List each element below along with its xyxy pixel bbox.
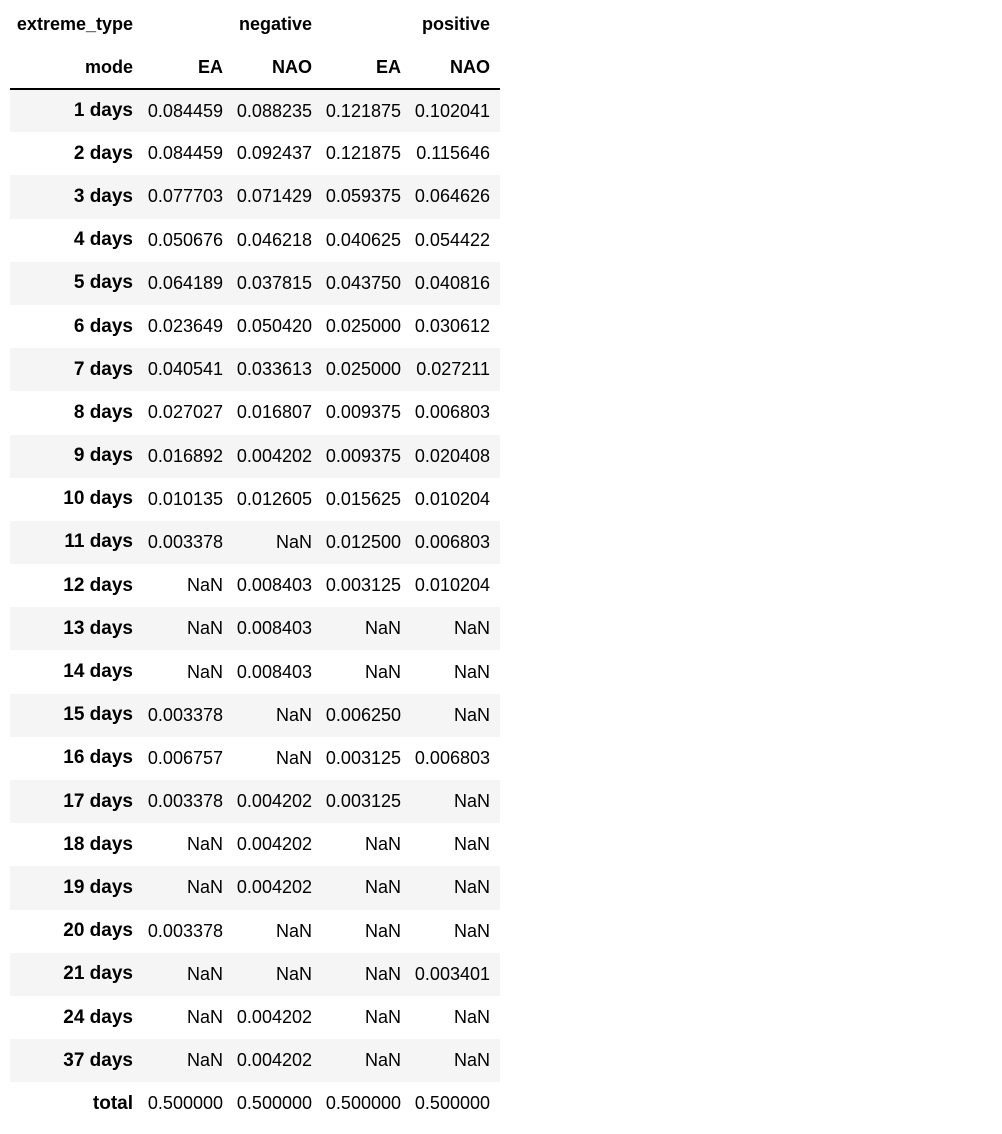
group-header-negative: negative bbox=[238, 14, 312, 34]
table-row bbox=[10, 910, 500, 953]
table-row bbox=[10, 1082, 500, 1125]
table-row bbox=[10, 89, 500, 132]
subcolumn-header: NAO bbox=[233, 46, 322, 89]
table-cell: 0.003401 bbox=[414, 963, 490, 984]
row-index-label: 8 days bbox=[73, 401, 133, 423]
column-level-label: extreme_type bbox=[16, 14, 133, 34]
table-cell: 0.008403 bbox=[236, 575, 312, 596]
table-cell: 0.008403 bbox=[236, 618, 312, 639]
table-cell: NaN bbox=[453, 877, 490, 898]
table-cell: 0.004202 bbox=[236, 445, 312, 466]
table-cell: 0.054422 bbox=[414, 229, 490, 250]
table-cell: NaN bbox=[453, 834, 490, 855]
table-cell: 0.006803 bbox=[414, 402, 490, 423]
table-cell: 0.003125 bbox=[325, 791, 401, 812]
row-index-label: 6 days bbox=[73, 315, 133, 337]
table-row bbox=[10, 694, 500, 737]
table-cell: 0.121875 bbox=[325, 143, 401, 164]
table-cell: NaN bbox=[275, 963, 312, 984]
table-cell: 0.027027 bbox=[147, 402, 223, 423]
table-row bbox=[10, 866, 500, 909]
row-index-label: 16 days bbox=[63, 747, 133, 769]
table-cell: 0.500000 bbox=[325, 1093, 401, 1114]
table-row bbox=[10, 348, 500, 391]
table-cell: 0.500000 bbox=[147, 1093, 223, 1114]
table-cell: 0.064189 bbox=[147, 272, 223, 293]
table-cell: 0.015625 bbox=[325, 488, 401, 509]
table-cell: 0.003378 bbox=[147, 791, 223, 812]
table-cell: NaN bbox=[275, 747, 312, 768]
table-row bbox=[10, 996, 500, 1039]
row-index-label: 18 days bbox=[63, 833, 133, 855]
table-cell: 0.121875 bbox=[325, 100, 401, 121]
table-row bbox=[10, 175, 500, 218]
table-cell: 0.016807 bbox=[236, 402, 312, 423]
table-cell: 0.500000 bbox=[236, 1093, 312, 1114]
row-index-label: 9 days bbox=[73, 445, 133, 467]
row-index-label: 2 days bbox=[73, 142, 133, 164]
table-row bbox=[10, 219, 500, 262]
table-cell: 0.012500 bbox=[325, 531, 401, 552]
table-cell: NaN bbox=[186, 1007, 223, 1028]
table-row bbox=[10, 305, 500, 348]
row-index-label: 4 days bbox=[73, 229, 133, 251]
table-cell: NaN bbox=[275, 531, 312, 552]
table-cell: 0.003378 bbox=[147, 704, 223, 725]
row-index-label: 24 days bbox=[63, 1006, 133, 1028]
table-cell: 0.009375 bbox=[325, 445, 401, 466]
table-cell: NaN bbox=[186, 877, 223, 898]
row-index-label: 12 days bbox=[63, 574, 133, 596]
table-cell: 0.077703 bbox=[147, 186, 223, 207]
table-row bbox=[10, 262, 500, 305]
dataframe-output bbox=[10, 3, 500, 1126]
table-cell: NaN bbox=[453, 1007, 490, 1028]
table-cell: 0.004202 bbox=[236, 1007, 312, 1028]
table-cell: 0.064626 bbox=[414, 186, 490, 207]
subcolumn-header: EA bbox=[322, 46, 411, 89]
row-index-label: 20 days bbox=[63, 920, 133, 942]
table-cell: NaN bbox=[186, 661, 223, 682]
table-cell: 0.092437 bbox=[236, 143, 312, 164]
table-cell: NaN bbox=[364, 661, 401, 682]
table-cell: 0.006803 bbox=[414, 747, 490, 768]
row-index-label: 37 days bbox=[63, 1049, 133, 1071]
table-row bbox=[10, 780, 500, 823]
dataframe-table bbox=[10, 3, 500, 1126]
table-cell: NaN bbox=[364, 920, 401, 941]
table-cell: 0.040541 bbox=[147, 359, 223, 380]
table-cell: 0.040816 bbox=[414, 272, 490, 293]
row-index-label: 10 days bbox=[63, 488, 133, 510]
table-row bbox=[10, 521, 500, 564]
table-cell: 0.006757 bbox=[147, 747, 223, 768]
table-cell: 0.008403 bbox=[236, 661, 312, 682]
row-index-label: 11 days bbox=[64, 531, 133, 553]
table-cell: 0.010204 bbox=[414, 488, 490, 509]
row-index-label: 1 days bbox=[73, 100, 133, 122]
table-cell: 0.012605 bbox=[236, 488, 312, 509]
table-cell: NaN bbox=[364, 877, 401, 898]
table-cell: 0.003378 bbox=[147, 920, 223, 941]
table-cell: NaN bbox=[453, 791, 490, 812]
subcolumn-header: NAO bbox=[411, 46, 500, 89]
table-cell: 0.102041 bbox=[414, 100, 490, 121]
table-cell: 0.003378 bbox=[147, 531, 223, 552]
index-label: mode bbox=[10, 46, 143, 89]
row-index-label: 5 days bbox=[73, 272, 133, 294]
table-row bbox=[10, 435, 500, 478]
table-cell: 0.115646 bbox=[416, 143, 490, 164]
table-cell: 0.046218 bbox=[236, 229, 312, 250]
table-cell: NaN bbox=[186, 618, 223, 639]
table-body bbox=[10, 89, 500, 1126]
table-cell: NaN bbox=[364, 963, 401, 984]
row-index-label: 15 days bbox=[63, 704, 133, 726]
table-cell: 0.088235 bbox=[236, 100, 312, 121]
table-cell: 0.003125 bbox=[325, 747, 401, 768]
group-header-row bbox=[10, 3, 500, 46]
table-row bbox=[10, 1039, 500, 1082]
table-cell: 0.006803 bbox=[414, 531, 490, 552]
row-index-label: 3 days bbox=[73, 185, 133, 207]
table-cell: 0.043750 bbox=[325, 272, 401, 293]
table-cell: 0.084459 bbox=[147, 143, 223, 164]
table-cell: NaN bbox=[275, 920, 312, 941]
table-cell: 0.004202 bbox=[236, 877, 312, 898]
row-index-label: total bbox=[92, 1092, 133, 1114]
table-cell: 0.500000 bbox=[414, 1093, 490, 1114]
table-row bbox=[10, 823, 500, 866]
table-row bbox=[10, 650, 500, 693]
table-cell: 0.025000 bbox=[325, 359, 401, 380]
row-index-label: 14 days bbox=[63, 661, 133, 683]
row-index-label: 17 days bbox=[63, 790, 133, 812]
table-cell: NaN bbox=[453, 618, 490, 639]
table-cell: 0.004202 bbox=[236, 1050, 312, 1071]
table-row bbox=[10, 737, 500, 780]
table-cell: 0.059375 bbox=[325, 186, 401, 207]
table-cell: 0.050420 bbox=[236, 316, 312, 337]
table-row bbox=[10, 391, 500, 434]
table-cell: NaN bbox=[364, 1007, 401, 1028]
table-cell: 0.004202 bbox=[236, 834, 312, 855]
row-index-label: 21 days bbox=[63, 963, 133, 985]
table-cell: 0.050676 bbox=[147, 229, 223, 250]
table-cell: NaN bbox=[186, 575, 223, 596]
table-cell: 0.009375 bbox=[325, 402, 401, 423]
table-row bbox=[10, 478, 500, 521]
table-cell: 0.010135 bbox=[147, 488, 223, 509]
table-cell: NaN bbox=[275, 704, 312, 725]
table-cell: 0.023649 bbox=[147, 316, 223, 337]
table-cell: 0.016892 bbox=[147, 445, 223, 466]
table-cell: 0.027211 bbox=[416, 359, 490, 380]
table-cell: 0.071429 bbox=[236, 186, 312, 207]
group-header-positive: positive bbox=[421, 14, 490, 34]
table-cell: NaN bbox=[186, 1050, 223, 1071]
table-cell: 0.003125 bbox=[325, 575, 401, 596]
table-cell: 0.040625 bbox=[325, 229, 401, 250]
subcolumn-header-row bbox=[10, 46, 500, 89]
table-cell: 0.033613 bbox=[236, 359, 312, 380]
table-row bbox=[10, 953, 500, 996]
table-row bbox=[10, 564, 500, 607]
table-cell: 0.006250 bbox=[325, 704, 401, 725]
table-cell: 0.010204 bbox=[414, 575, 490, 596]
row-index-label: 13 days bbox=[63, 617, 133, 639]
table-cell: 0.030612 bbox=[414, 316, 490, 337]
table-cell: NaN bbox=[453, 704, 490, 725]
table-cell: NaN bbox=[453, 1050, 490, 1071]
table-cell: NaN bbox=[186, 834, 223, 855]
row-index-label: 7 days bbox=[73, 358, 133, 380]
table-cell: NaN bbox=[364, 1050, 401, 1071]
table-cell: NaN bbox=[453, 661, 490, 682]
table-header bbox=[10, 3, 500, 89]
subcolumn-header: EA bbox=[143, 46, 233, 89]
table-cell: NaN bbox=[453, 920, 490, 941]
table-cell: 0.025000 bbox=[325, 316, 401, 337]
table-cell: 0.084459 bbox=[147, 100, 223, 121]
row-index-label: 19 days bbox=[63, 876, 133, 898]
table-row bbox=[10, 132, 500, 175]
table-cell: 0.020408 bbox=[414, 445, 490, 466]
table-cell: 0.004202 bbox=[236, 791, 312, 812]
table-cell: NaN bbox=[186, 963, 223, 984]
table-cell: NaN bbox=[364, 834, 401, 855]
table-cell: NaN bbox=[364, 618, 401, 639]
table-cell: 0.037815 bbox=[236, 272, 312, 293]
table-row bbox=[10, 607, 500, 650]
